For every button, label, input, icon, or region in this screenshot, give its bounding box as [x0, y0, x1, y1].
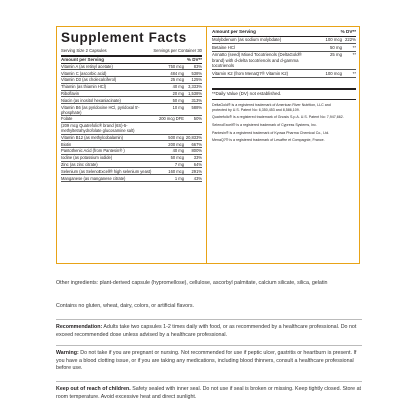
nutrient-name: Manganese (as manganese citrate)	[61, 175, 126, 181]
nutrient-dv: 588%	[191, 104, 202, 110]
nutrient-amount: 25 mcg	[170, 77, 184, 83]
nutrient-dv: **	[352, 52, 356, 58]
nutrient-amount: 484 mg	[170, 70, 184, 76]
nutrient-dv: 1,538%	[188, 91, 202, 97]
nutrient-row	[212, 52, 356, 70]
section-divider	[56, 345, 362, 346]
nutrient-amount: 50 mg	[330, 44, 342, 50]
nutrient-name: Annatto (seed) Mixed Tocotrienols (DeltaGold® brand) with d-delta tocotrienols and d-gamma tocotrienols	[212, 52, 302, 69]
nutrient-name: Vitamin K2 (from MenaQ7® Vitamin K2)	[212, 70, 289, 76]
nutrient-row	[61, 175, 202, 182]
serving-info	[61, 48, 202, 54]
nutrient-name: Molybdenum (as sodium molybdate)	[212, 37, 282, 43]
nutrient-name: Vitamin C (ascorbic acid)	[61, 70, 107, 76]
right-divider	[212, 99, 356, 100]
nutrient-row	[61, 135, 202, 142]
amount-header	[61, 57, 202, 63]
amount-header-label: Amount per Serving	[61, 56, 105, 62]
nutrient-dv: 125%	[191, 77, 202, 83]
nutrient-row	[212, 37, 356, 45]
nutrient-dv: 291%	[191, 168, 202, 174]
trademark-notes	[212, 103, 356, 143]
nutrient-name: Zinc (as zinc citrate)	[61, 162, 98, 168]
nutrient-row	[61, 64, 202, 71]
nutrient-dv: 64%	[193, 162, 202, 168]
nutrient-row	[61, 84, 202, 91]
nutrient-amount: 100 mcg	[325, 70, 342, 76]
nutrient-dv: 43%	[193, 175, 202, 181]
nutrient-amount: 200 mcg DFE	[158, 116, 184, 122]
section-divider	[56, 381, 362, 382]
trademark-note: MenaQ7® is a registered trademark of Lesaffre et Compagnie, France.	[212, 138, 325, 143]
nutrient-dv: 222%	[345, 37, 356, 43]
nutrient-amount: 750 mcg	[168, 63, 184, 69]
recommendation-label: Recommendation:	[56, 324, 103, 330]
servings-per-container: Servings per Container 30	[153, 48, 202, 53]
right-dv-header-label: % DV**	[340, 29, 356, 34]
trademark-note: DeltaGold® is a registered trademark of American River Nutrition, LLC and protected by U.S. Patent No: 6,350,453 and 8,586,109.	[212, 103, 331, 112]
trademark-note: Pantesin® is a registered trademark of Kyowa Pharma Chemical Co., Ltd.	[212, 130, 330, 135]
nutrient-amount: 160 mcg	[168, 168, 184, 174]
nutrient-row	[61, 91, 202, 98]
nutrient-name: Riboflavin	[61, 91, 79, 97]
nutrient-amount: 40 mg	[172, 84, 184, 90]
nutrient-dv: 538%	[191, 70, 202, 76]
nutrient-row	[61, 123, 202, 135]
nutrient-dv: 20,833%	[185, 134, 202, 140]
facts-left-column	[57, 27, 207, 263]
nutrient-amount: 7 mg	[174, 162, 184, 168]
nutrient-amount: 10 mg	[172, 104, 184, 110]
nutrient-name: Pantothenic Acid (from Pantesin® )	[61, 148, 125, 154]
nutrient-list-right	[212, 37, 356, 78]
nutrient-amount: 100 mcg	[325, 37, 342, 43]
nutrient-amount: 25 mg	[330, 52, 342, 58]
nutrient-row	[61, 162, 202, 169]
nutrient-row	[212, 70, 356, 78]
nutrient-row	[61, 97, 202, 104]
nutrient-amount: 40 mg	[172, 148, 184, 154]
nutrient-dv: 33%	[193, 155, 202, 161]
nutrient-dv: 313%	[191, 97, 202, 103]
trademark-note: SelenoExcell® is a registered trademark of Cypress Systems, Inc.	[212, 122, 317, 127]
nutrient-dv: 3,333%	[188, 84, 202, 90]
nutrient-name: Vitamin A (as retinyl acetate)	[61, 63, 113, 69]
free-from-statement: Contains no gluten, wheat, dairy, colors, or artificial flavors.	[56, 303, 194, 309]
facts-right-column	[209, 27, 359, 263]
nutrient-name: Vitamin D3 (as cholecalciferol)	[61, 77, 117, 83]
dv-not-established-note: **Daily Value (DV) not established.	[212, 90, 282, 96]
dv-header-label: % DV**	[186, 56, 202, 62]
serving-size: Serving Size 2 Capsules	[61, 48, 107, 53]
nutrient-name: Vitamin B6 (as pyridoxine HCl, pyridoxal 5'-phosphate)	[61, 104, 140, 115]
nutrient-name: Niacin (as inositol hexaniacinate)	[61, 97, 121, 103]
nutrient-amount: 50 mcg	[170, 155, 184, 161]
nutrient-dv: 667%	[191, 141, 202, 147]
trademark-note: Quatrefolic® is a registered trademark of Gnosis S.p.A. U.S. Patent No: 7,947,662.	[212, 115, 344, 120]
nutrient-row	[61, 155, 202, 162]
right-thick-divider	[212, 88, 356, 90]
supplement-facts-panel	[56, 26, 360, 264]
right-amount-header-label: Amount per Serving	[212, 29, 256, 34]
storage-body: Safety sealed with inner seal. Do not use if seal is broken or missing. Keep tightly closed. Store at room temperature. Avoid excessive heat and direct sunlight.	[56, 386, 362, 400]
nutrient-dv: 83%	[193, 63, 202, 69]
nutrient-name: (209 mcg Quatrefolic® brand (6S)-5-methyltetrahydrofolate glucosamine salt)	[61, 123, 135, 134]
nutrient-row	[61, 141, 202, 148]
nutrient-amount: 1 mg	[174, 175, 184, 181]
section-divider	[56, 319, 362, 320]
nutrient-dv: **	[352, 44, 356, 50]
nutrient-name: Folate	[61, 116, 73, 122]
nutrient-amount: 50 mg	[172, 97, 184, 103]
nutrient-name: Vitamin B12 (as methylcobalamin)	[61, 134, 124, 140]
recommendation-text	[56, 324, 362, 339]
storage-label: Keep out of reach of children.	[56, 386, 131, 392]
nutrient-amount	[158, 123, 184, 133]
right-amount-header	[212, 29, 356, 37]
nutrient-name: Selenium (as SelenoExcell® high selenium yeast)	[61, 168, 152, 174]
nutrient-row	[61, 70, 202, 77]
nutrient-row	[61, 148, 202, 155]
nutrient-row	[61, 104, 202, 116]
nutrient-row	[61, 168, 202, 175]
warning-text	[56, 350, 362, 373]
nutrient-amount: 200 mcg	[168, 141, 184, 147]
nutrient-name: Biotin	[61, 141, 72, 147]
recommendation-body: Adults take two capsules 1-2 times daily with food, or as recommended by a healthcare professional. Do not exceed recommended dose unless advised by a healthcare professional.	[56, 324, 357, 338]
facts-title: Supplement Facts	[61, 30, 187, 45]
nutrient-row	[61, 116, 202, 123]
nutrient-row	[61, 77, 202, 84]
nutrient-name: Thiamin (as thiamin HCl)	[61, 84, 107, 90]
nutrient-dv	[184, 123, 202, 133]
nutrient-name: Iodine (as potassium iodide)	[61, 155, 113, 161]
nutrient-dv: 50%	[193, 116, 202, 122]
other-ingredients: Other ingredients: plant-derived capsule (hypromellose), cellulose, ascorbyl palmitate, calcium silicate, silica, gelatin	[56, 280, 328, 286]
storage-text	[56, 386, 362, 401]
nutrient-row	[212, 44, 356, 52]
warning-label: Warning:	[56, 350, 79, 356]
nutrient-list-left	[61, 64, 202, 183]
nutrient-name: Betaine HCl	[212, 44, 235, 50]
nutrient-dv: 800%	[191, 148, 202, 154]
warning-body: Do not take if you are pregnant or nursing. Not recommended for use if peptic ulcer, gastritis or heartburn is present. If you have a blood clotting issue, or if you are taking any medications, including blood thinners, consult a healthcare professional before use.	[56, 350, 357, 372]
nutrient-amount: 500 mcg	[168, 134, 184, 140]
nutrient-amount: 20 mg	[172, 91, 184, 97]
nutrient-dv: **	[352, 70, 356, 76]
